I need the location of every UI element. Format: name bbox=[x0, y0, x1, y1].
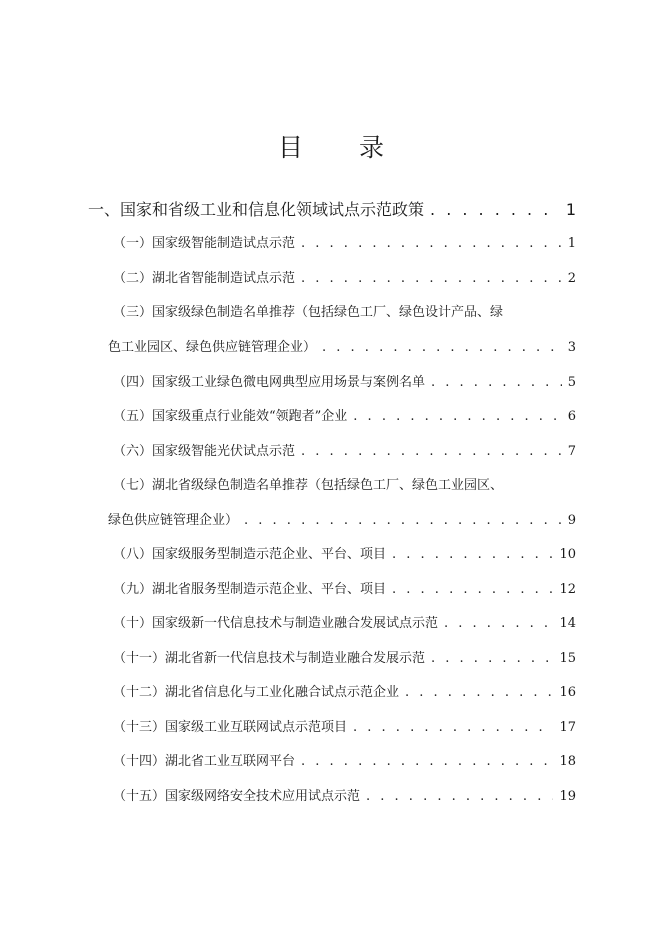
toc-page-number: 1 bbox=[565, 200, 576, 219]
toc-item-label: （十）国家级新一代信息技术与制造业融合发展试点示范 bbox=[113, 616, 439, 631]
toc-item[interactable] bbox=[113, 267, 576, 286]
toc-item[interactable] bbox=[113, 440, 576, 459]
toc-page-number: 14 bbox=[559, 616, 576, 631]
dot-leader bbox=[353, 720, 553, 735]
dot-leader bbox=[431, 651, 553, 666]
toc-item[interactable] bbox=[113, 612, 576, 631]
toc-item[interactable] bbox=[113, 750, 576, 769]
toc-page-number: 16 bbox=[559, 685, 576, 700]
dot-leader bbox=[301, 444, 562, 459]
toc-item-label: （十四）湖北省工业互联网平台 bbox=[113, 754, 296, 769]
dot-leader bbox=[392, 582, 553, 597]
toc-item-label: （十二）湖北省信息化与工业化融合试点示范企业 bbox=[113, 685, 400, 700]
dot-leader bbox=[405, 685, 553, 700]
toc-item-label: （六）国家级智能光伏试点示范 bbox=[113, 444, 296, 459]
toc-page-number: 18 bbox=[559, 754, 576, 769]
dot-leader bbox=[244, 513, 562, 528]
toc-item[interactable] bbox=[113, 716, 576, 735]
toc-item[interactable] bbox=[113, 647, 576, 666]
toc-page-number: 2 bbox=[567, 271, 576, 286]
toc-page-number: 15 bbox=[559, 651, 576, 666]
toc-item-label: （九）湖北省服务型制造示范企业、平台、项目 bbox=[113, 582, 387, 597]
toc-item[interactable] bbox=[113, 371, 576, 390]
toc-page-number: 5 bbox=[567, 375, 576, 390]
toc-item-label: （十一）湖北省新一代信息技术与制造业融合发展示范 bbox=[113, 651, 426, 666]
toc-item-label: （一）国家级智能制造试点示范 bbox=[113, 236, 296, 251]
toc-item-label: （十五）国家级网络安全技术应用试点示范 bbox=[113, 789, 361, 804]
toc-item-first-line[interactable]: （七）湖北省级绿色制造名单推荐（包括绿色工厂、绿色工业园区、 bbox=[113, 478, 504, 493]
toc-page-number: 17 bbox=[559, 720, 576, 735]
toc-item-label: （五）国家级重点行业能效“领跑者”企业 bbox=[113, 409, 348, 424]
toc-item-label: （四）国家级工业绿色微电网典型应用场景与案例名单 bbox=[113, 375, 426, 390]
toc-item[interactable] bbox=[113, 232, 576, 251]
dot-leader bbox=[392, 547, 553, 562]
toc-item[interactable] bbox=[113, 405, 576, 424]
toc-item-label: 绿色供应链管理企业） bbox=[108, 513, 239, 528]
dot-leader bbox=[353, 409, 561, 424]
toc-section-label: 一、国家和省级工业和信息化领域试点示范政策 bbox=[88, 200, 425, 219]
toc-item[interactable] bbox=[108, 509, 576, 528]
toc-item-first-line[interactable]: （三）国家级绿色制造名单推荐（包括绿色工厂、绿色设计产品、绿 bbox=[113, 305, 504, 320]
dot-leader bbox=[301, 754, 553, 769]
toc-page-number: 3 bbox=[567, 340, 576, 355]
page-title: 目 录 bbox=[278, 133, 408, 162]
dot-leader bbox=[366, 789, 553, 804]
toc-page-number: 19 bbox=[559, 789, 576, 804]
toc-item-label: 色工业园区、绿色供应链管理企业） bbox=[108, 340, 317, 355]
dot-leader bbox=[301, 271, 562, 286]
toc-page-number: 12 bbox=[559, 582, 576, 597]
toc-page-number: 7 bbox=[567, 444, 576, 459]
toc-page-number: 6 bbox=[567, 409, 576, 424]
toc-item[interactable] bbox=[108, 336, 576, 355]
dot-leader bbox=[430, 200, 560, 219]
dot-leader bbox=[301, 236, 562, 251]
dot-leader bbox=[431, 375, 562, 390]
toc-page-number: 10 bbox=[559, 547, 576, 562]
dot-leader bbox=[444, 616, 553, 631]
toc-item-label: （十三）国家级工业互联网试点示范项目 bbox=[113, 720, 348, 735]
toc-item[interactable] bbox=[113, 785, 576, 804]
toc-page-number: 9 bbox=[567, 513, 576, 528]
toc-page-number: 1 bbox=[567, 236, 576, 251]
toc-item[interactable] bbox=[113, 681, 576, 700]
toc-item[interactable] bbox=[113, 543, 576, 562]
dot-leader bbox=[322, 340, 562, 355]
toc-item-label: （二）湖北省智能制造试点示范 bbox=[113, 271, 296, 286]
toc-section-1[interactable] bbox=[88, 197, 576, 220]
toc-item[interactable] bbox=[113, 578, 576, 597]
toc-item-label: （八）国家级服务型制造示范企业、平台、项目 bbox=[113, 547, 387, 562]
